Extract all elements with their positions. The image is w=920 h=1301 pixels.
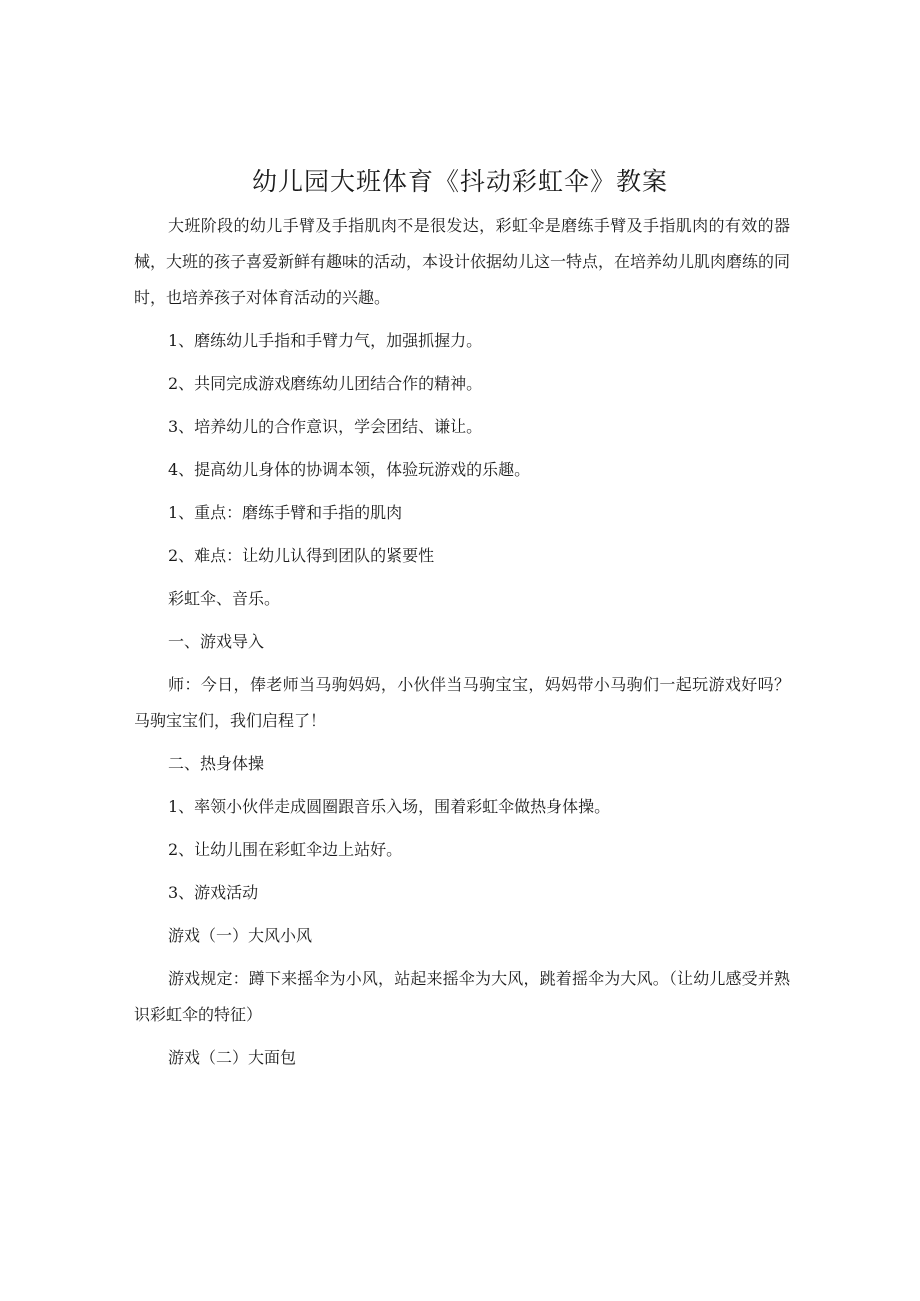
key-point-item: 1、重点：磨练手臂和手指的肌肉	[168, 503, 403, 522]
goal-item: 2、共同完成游戏磨练幼儿团结合作的精神。	[168, 374, 483, 393]
materials-line: 彩虹伞、音乐。	[168, 589, 281, 608]
section-heading-warmup: 二、热身体操	[168, 754, 265, 773]
section-intro-paragraph: 师：今日，俸老师当马驹妈妈，小伙伴当马驹宝宝，妈妈带小马驹们一起玩游戏好吗？马驹宝宝们，我们启程了！	[134, 675, 790, 730]
game-heading: 游戏（一）大风小风	[168, 926, 313, 945]
intro-paragraph: 大班阶段的幼儿手臂及手指肌肉不是很发达，彩虹伞是磨练手臂及手指肌肉的有效的器械，大班的孩子喜爱新鲜有趣味的活动，本设计依据幼儿这一特点，在培养幼儿肌肉磨练的同时，也培养孩子对体育活动的兴趣。	[134, 216, 791, 307]
warmup-item: 2、让幼儿围在彩虹伞边上站好。	[168, 840, 403, 859]
warmup-item: 1、率领小伙伴走成圆圈跟音乐入场，围着彩虹伞做热身体操。	[168, 797, 611, 816]
warmup-item: 3、游戏活动	[168, 883, 259, 902]
game-rules-paragraph: 游戏规定：蹲下来摇伞为小风，站起来摇伞为大风，跳着摇伞为大风。（让幼儿感受并熟识彩虹伞的特征）	[134, 969, 790, 1024]
document-body	[134, 208, 790, 1083]
game-heading: 游戏（二）大面包	[168, 1048, 297, 1067]
goal-item: 3、培养幼儿的合作意识，学会团结、谦让。	[168, 417, 483, 436]
section-heading-intro: 一、游戏导入	[168, 632, 265, 651]
goal-item: 4、提高幼儿身体的协调本领，体验玩游戏的乐趣。	[168, 460, 531, 479]
document-title: 幼儿园大班体育《抖动彩虹伞》教案	[251, 167, 668, 196]
goal-item: 1、磨练幼儿手指和手臂力气，加强抓握力。	[168, 331, 483, 350]
key-point-item: 2、难点：让幼儿认得到团队的紧要性	[168, 546, 435, 565]
